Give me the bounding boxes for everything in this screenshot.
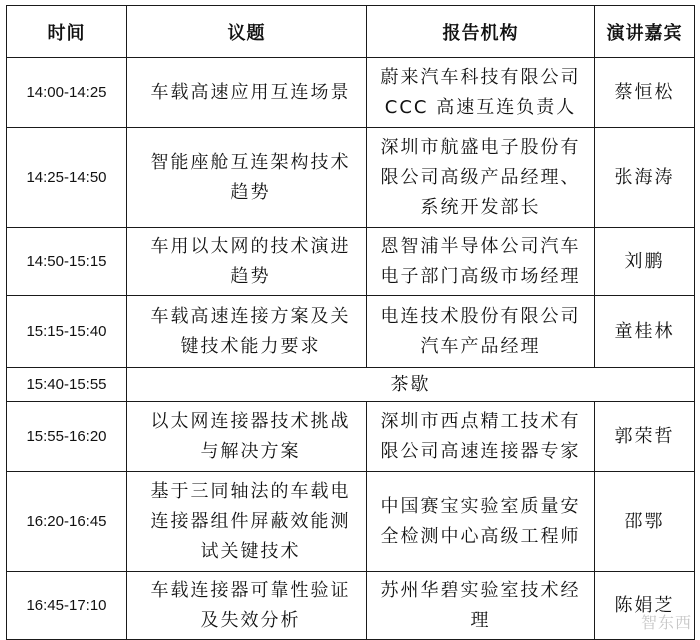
time-cell: 14:25-14:50 (7, 128, 127, 228)
topic-cell: 车载高速连接方案及关键技术能力要求 (127, 296, 367, 368)
break-label: 茶歇 (127, 368, 695, 402)
agenda-table (6, 5, 695, 640)
topic-cell: 车用以太网的技术演进趋势 (127, 228, 367, 296)
time-cell: 16:45-17:10 (7, 572, 127, 640)
topic-cell: 车载连接器可靠性验证及失效分析 (127, 572, 367, 640)
org-cell: 苏州华碧实验室技术经理 (367, 572, 595, 640)
speaker-cell: 邵鄂 (595, 472, 695, 572)
time-cell: 14:00-14:25 (7, 58, 127, 128)
speaker-cell: 蔡恒松 (595, 58, 695, 128)
table-row (7, 296, 695, 368)
topic-cell: 以太网连接器技术挑战与解决方案 (127, 402, 367, 472)
org-cell: 中国赛宝实验室质量安全检测中心高级工程师 (367, 472, 595, 572)
time-cell: 15:55-16:20 (7, 402, 127, 472)
speaker-cell: 郭荣哲 (595, 402, 695, 472)
break-row (7, 368, 695, 402)
topic-cell: 车载高速应用互连场景 (127, 58, 367, 128)
table-row (7, 402, 695, 472)
time-cell: 16:20-16:45 (7, 472, 127, 572)
speaker-cell: 张海涛 (595, 128, 695, 228)
speaker-cell: 童桂林 (595, 296, 695, 368)
topic-cell: 基于三同轴法的车载电连接器组件屏蔽效能测试关键技术 (127, 472, 367, 572)
header-time: 时间 (7, 6, 127, 58)
org-cell: 深圳市航盛电子股份有限公司高级产品经理、系统开发部长 (367, 128, 595, 228)
table-row (7, 572, 695, 640)
time-cell: 15:40-15:55 (7, 368, 127, 402)
header-speaker: 演讲嘉宾 (595, 6, 695, 58)
org-cell: 恩智浦半导体公司汽车电子部门高级市场经理 (367, 228, 595, 296)
agenda-container (6, 5, 694, 640)
speaker-cell: 陈娟芝 (595, 572, 695, 640)
watermark-logo: 智东西 (640, 613, 692, 632)
table-row (7, 128, 695, 228)
time-cell: 15:15-15:40 (7, 296, 127, 368)
org-cell: 蔚来汽车科技有限公司 CCC 高速互连负责人 (367, 58, 595, 128)
org-cell: 深圳市西点精工技术有限公司高速连接器专家 (367, 402, 595, 472)
header-topic: 议题 (127, 6, 367, 58)
speaker-cell: 刘鹏 (595, 228, 695, 296)
table-row (7, 472, 695, 572)
table-row (7, 58, 695, 128)
table-row (7, 228, 695, 296)
org-cell: 电连技术股份有限公司 汽车产品经理 (367, 296, 595, 368)
header-row (7, 6, 695, 58)
time-cell: 14:50-15:15 (7, 228, 127, 296)
header-org: 报告机构 (367, 6, 595, 58)
topic-cell: 智能座舱互连架构技术趋势 (127, 128, 367, 228)
